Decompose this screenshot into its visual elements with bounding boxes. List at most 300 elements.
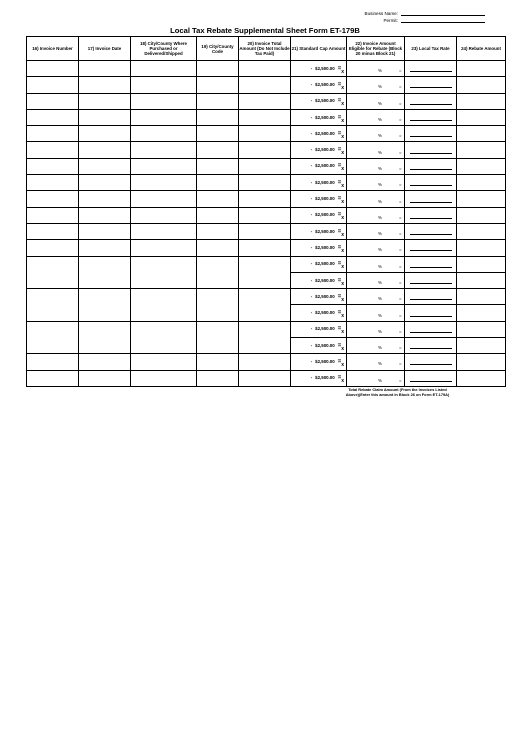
col-standard-cap: 21) Standard Cap Amount [291, 37, 347, 61]
table-row [27, 158, 506, 174]
city-county-code-cell[interactable] [197, 338, 239, 354]
invoice-total-cell[interactable] [239, 175, 291, 191]
eligible-amount-cell[interactable] [347, 95, 405, 111]
eligible-amount-cell[interactable] [347, 356, 405, 372]
eligible-amount-cell[interactable] [347, 111, 405, 127]
col-invoice-total: 20) Invoice Total Amount (Do Not Include Tax Paid) [239, 37, 291, 61]
percent-sign: % [378, 133, 382, 139]
local-tax-rate-cell[interactable] [405, 175, 457, 191]
eligible-amount-cell[interactable] [347, 291, 405, 307]
equals-sign: = [337, 228, 342, 235]
percent-sign: % [378, 247, 382, 253]
rebate-amount-cell[interactable] [457, 305, 506, 321]
result-equals-sign: = [399, 247, 402, 253]
business-name-label: Business Name: [364, 11, 398, 16]
standard-cap-cell [291, 126, 347, 142]
standard-cap-cell [291, 158, 347, 174]
percent-sign: % [378, 361, 382, 367]
invoice-total-cell[interactable] [239, 240, 291, 256]
equals-sign: = [337, 196, 342, 203]
rebate-amount-line[interactable] [410, 283, 452, 284]
local-tax-rate-cell[interactable] [405, 223, 457, 239]
result-equals-sign: = [399, 214, 402, 220]
invoice-number-cell[interactable] [27, 305, 79, 321]
local-tax-rate-cell[interactable] [405, 109, 457, 125]
permit-label: Permit: [383, 18, 398, 23]
invoice-date-cell[interactable] [79, 272, 131, 288]
minus-sign: - [310, 358, 313, 364]
times-sign: x [341, 117, 344, 124]
city-county-where-cell[interactable] [131, 126, 197, 142]
minus-sign: - [310, 293, 313, 299]
equals-sign: = [337, 163, 342, 170]
equals-sign: = [337, 375, 342, 382]
invoice-total-cell[interactable] [239, 321, 291, 337]
invoice-date-cell[interactable] [79, 191, 131, 207]
rebate-amount-line[interactable] [410, 153, 452, 154]
local-tax-rate-cell[interactable] [405, 354, 457, 370]
table-row [27, 305, 506, 321]
invoice-date-cell[interactable] [79, 289, 131, 305]
invoice-number-cell[interactable] [27, 223, 79, 239]
local-tax-rate-cell[interactable] [405, 207, 457, 223]
total-row [27, 370, 506, 386]
permit-field [350, 17, 485, 23]
cap-amount: $2,500.00 [315, 163, 335, 169]
cap-amount: $2,500.00 [315, 358, 335, 364]
city-county-where-cell[interactable] [131, 256, 197, 272]
invoice-total-cell[interactable] [239, 272, 291, 288]
city-county-where-cell[interactable] [131, 191, 197, 207]
table-row [27, 191, 506, 207]
city-county-code-cell[interactable] [197, 77, 239, 93]
standard-cap-cell [291, 93, 347, 109]
col-eligible-amount: 22) Invoice Amount Eligible for Rebate (Block 20 minus Block 21) [347, 37, 405, 61]
equals-sign: = [337, 261, 342, 268]
rebate-amount-cell[interactable] [457, 175, 506, 191]
rebate-amount-line[interactable] [410, 169, 452, 170]
eligible-amount-cell[interactable] [347, 209, 405, 225]
percent-sign: % [378, 84, 382, 90]
cap-amount: $2,500.00 [315, 261, 335, 267]
invoice-number-cell[interactable] [27, 338, 79, 354]
rebate-amount-line[interactable] [410, 250, 452, 251]
rebate-amount-line[interactable] [410, 185, 452, 186]
city-county-where-cell[interactable] [131, 61, 197, 77]
invoice-total-cell[interactable] [239, 223, 291, 239]
table-row [27, 256, 506, 272]
minus-sign: - [310, 277, 313, 283]
invoice-total-cell[interactable] [239, 158, 291, 174]
equals-sign: = [337, 277, 342, 284]
cap-amount: $2,500.00 [315, 310, 335, 316]
rebate-amount-line[interactable] [410, 202, 452, 203]
eligible-amount-cell[interactable] [347, 193, 405, 209]
invoice-number-cell[interactable] [27, 158, 79, 174]
table-row [27, 142, 506, 158]
cap-amount: $2,500.00 [315, 212, 335, 218]
city-county-where-cell[interactable] [131, 305, 197, 321]
local-tax-rate-cell[interactable] [405, 158, 457, 174]
times-sign: x [341, 247, 344, 254]
result-equals-sign: = [399, 149, 402, 155]
rebate-amount-line[interactable] [410, 120, 452, 121]
eligible-amount-cell[interactable] [347, 225, 405, 241]
cap-amount: $2,500.00 [315, 244, 335, 250]
rebate-amount-line[interactable] [410, 218, 452, 219]
invoice-total-cell[interactable] [239, 305, 291, 321]
rebate-amount-cell[interactable] [457, 223, 506, 239]
percent-sign: % [378, 117, 382, 123]
rebate-amount-line[interactable] [410, 316, 452, 317]
city-county-code-cell[interactable] [197, 207, 239, 223]
invoice-date-cell[interactable] [79, 61, 131, 77]
invoice-total-cell[interactable] [239, 77, 291, 93]
local-tax-rate-cell[interactable] [405, 321, 457, 337]
times-sign: x [341, 68, 344, 75]
invoice-total-cell[interactable] [239, 126, 291, 142]
equals-sign: = [337, 293, 342, 300]
local-tax-rate-cell[interactable] [405, 272, 457, 288]
eligible-amount-cell[interactable] [347, 307, 405, 323]
rebate-amount-line[interactable] [410, 381, 452, 382]
rebate-amount-cell[interactable] [457, 158, 506, 174]
invoice-total-cell[interactable] [239, 338, 291, 354]
col-rebate-amount: 24) Rebate Amount [457, 37, 506, 61]
permit-input[interactable] [401, 17, 485, 23]
invoice-total-cell[interactable] [239, 289, 291, 305]
city-county-where-cell[interactable] [131, 142, 197, 158]
standard-cap-cell [291, 256, 347, 272]
times-sign: x [341, 345, 344, 352]
minus-sign: - [310, 147, 313, 153]
form-title: Local Tax Rebate Supplemental Sheet Form ET-179B [170, 26, 360, 35]
city-county-code-cell[interactable] [197, 240, 239, 256]
times-sign: x [341, 150, 344, 157]
city-county-where-cell[interactable] [131, 207, 197, 223]
invoice-date-cell[interactable] [79, 370, 131, 386]
equals-sign: = [337, 65, 342, 72]
city-county-code-cell[interactable] [197, 256, 239, 272]
invoice-number-cell[interactable] [27, 175, 79, 191]
city-county-where-cell[interactable] [131, 175, 197, 191]
rebate-amount-line[interactable] [410, 299, 452, 300]
city-county-code-cell[interactable] [197, 305, 239, 321]
times-sign: x [341, 378, 344, 385]
rebate-amount-cell[interactable] [457, 289, 506, 305]
rebate-amount-cell[interactable] [457, 321, 506, 337]
city-county-where-cell[interactable] [131, 354, 197, 370]
invoice-date-cell[interactable] [79, 338, 131, 354]
rebate-amount-cell[interactable] [457, 240, 506, 256]
city-county-code-cell[interactable] [197, 175, 239, 191]
eligible-amount-cell[interactable] [347, 128, 405, 144]
city-county-code-cell[interactable] [197, 109, 239, 125]
result-equals-sign: = [399, 377, 402, 383]
cap-amount: $2,500.00 [315, 342, 335, 348]
result-equals-sign: = [399, 231, 402, 237]
percent-sign: % [378, 377, 382, 383]
result-equals-sign: = [399, 182, 402, 188]
local-tax-rate-cell[interactable] [405, 305, 457, 321]
col-local-tax-rate: 23) Local Tax Rate [405, 37, 457, 61]
city-county-code-cell[interactable] [197, 93, 239, 109]
rebate-amount-line[interactable] [410, 87, 452, 88]
table-row [27, 207, 506, 223]
business-name-field [350, 10, 485, 16]
invoice-total-cell[interactable] [239, 61, 291, 77]
eligible-amount-cell[interactable] [347, 177, 405, 193]
invoice-date-cell[interactable] [79, 77, 131, 93]
rebate-amount-cell[interactable] [457, 272, 506, 288]
cap-amount: $2,500.00 [315, 98, 335, 104]
invoice-date-cell[interactable] [79, 142, 131, 158]
result-equals-sign: = [399, 280, 402, 285]
local-tax-rate-cell[interactable] [405, 289, 457, 305]
invoice-total-cell[interactable] [239, 370, 291, 386]
times-sign: x [341, 280, 344, 287]
city-county-where-cell[interactable] [131, 223, 197, 239]
equals-sign: = [337, 244, 342, 251]
rebate-amount-cell[interactable] [457, 126, 506, 142]
city-county-where-cell[interactable] [131, 93, 197, 109]
rebate-amount-cell[interactable] [457, 61, 506, 77]
city-county-where-cell[interactable] [131, 272, 197, 288]
cap-amount: $2,500.00 [315, 81, 335, 87]
result-equals-sign: = [399, 165, 402, 171]
invoice-date-cell[interactable] [79, 354, 131, 370]
table-row [27, 61, 506, 77]
eligible-amount-cell[interactable] [347, 160, 405, 176]
cap-amount: $2,500.00 [315, 130, 335, 136]
percent-sign: % [378, 231, 382, 237]
rebate-amount-cell[interactable] [457, 370, 506, 386]
city-county-where-cell[interactable] [131, 77, 197, 93]
percent-sign: % [378, 345, 382, 351]
times-sign: x [341, 84, 344, 91]
rebate-amount-cell[interactable] [457, 109, 506, 125]
minus-sign: - [310, 375, 313, 381]
standard-cap-cell [291, 191, 347, 207]
standard-cap-cell [291, 354, 347, 370]
city-county-code-cell[interactable] [197, 272, 239, 288]
local-tax-rate-cell[interactable] [405, 191, 457, 207]
result-equals-sign: = [399, 68, 402, 74]
percent-sign: % [378, 296, 382, 302]
invoice-number-cell[interactable] [27, 272, 79, 288]
eligible-amount-cell[interactable] [347, 258, 405, 274]
invoice-number-cell[interactable] [27, 321, 79, 337]
standard-cap-cell [291, 207, 347, 223]
result-equals-sign: = [399, 198, 402, 204]
percent-sign: % [378, 214, 382, 220]
local-tax-rate-cell[interactable] [405, 142, 457, 158]
rebate-amount-cell[interactable] [457, 77, 506, 93]
standard-cap-cell [291, 370, 347, 386]
rebate-amount-cell[interactable] [457, 338, 506, 354]
times-sign: x [341, 329, 344, 336]
header-row [27, 37, 506, 61]
city-county-where-cell[interactable] [131, 338, 197, 354]
local-tax-rate-cell[interactable] [405, 126, 457, 142]
invoice-date-cell[interactable] [79, 305, 131, 321]
city-county-where-cell[interactable] [131, 158, 197, 174]
invoice-date-cell[interactable] [79, 126, 131, 142]
rebate-amount-line[interactable] [410, 348, 452, 349]
invoice-number-cell[interactable] [27, 93, 79, 109]
invoice-date-cell[interactable] [79, 175, 131, 191]
rebate-amount-cell[interactable] [457, 191, 506, 207]
table-row [27, 240, 506, 256]
rebate-amount-line[interactable] [410, 234, 452, 235]
minus-sign: - [310, 261, 313, 267]
invoice-number-cell[interactable] [27, 109, 79, 125]
invoice-date-cell[interactable] [79, 93, 131, 109]
rebate-amount-line[interactable] [410, 332, 452, 333]
rebate-amount-line[interactable] [410, 267, 452, 268]
rebate-amount-cell[interactable] [457, 207, 506, 223]
standard-cap-cell [291, 338, 347, 354]
minus-sign: - [310, 130, 313, 136]
invoice-number-cell[interactable] [27, 126, 79, 142]
eligible-amount-cell[interactable] [347, 242, 405, 258]
city-county-code-cell[interactable] [197, 321, 239, 337]
cap-amount: $2,500.00 [315, 179, 335, 185]
invoice-number-cell[interactable] [27, 370, 79, 386]
city-county-code-cell[interactable] [197, 158, 239, 174]
times-sign: x [341, 133, 344, 140]
rebate-table [26, 36, 506, 387]
invoice-total-cell[interactable] [239, 191, 291, 207]
city-county-code-cell[interactable] [197, 61, 239, 77]
standard-cap-cell [291, 223, 347, 239]
standard-cap-cell [291, 321, 347, 337]
times-sign: x [341, 231, 344, 238]
table-row [27, 321, 506, 337]
equals-sign: = [337, 81, 342, 88]
city-county-where-cell[interactable] [131, 240, 197, 256]
local-tax-rate-cell[interactable] [405, 370, 457, 386]
invoice-number-cell[interactable] [27, 142, 79, 158]
invoice-date-cell[interactable] [79, 207, 131, 223]
rebate-amount-cell[interactable] [457, 256, 506, 272]
invoice-number-cell[interactable] [27, 354, 79, 370]
standard-cap-cell [291, 142, 347, 158]
col-city-county-code: 19) City/County Code [197, 37, 239, 61]
city-county-code-cell[interactable] [197, 289, 239, 305]
rebate-amount-line[interactable] [410, 71, 452, 72]
invoice-number-cell[interactable] [27, 240, 79, 256]
eligible-amount-cell[interactable] [347, 79, 405, 95]
eligible-amount-cell[interactable] [347, 340, 405, 356]
invoice-total-cell[interactable] [239, 207, 291, 223]
local-tax-rate-cell[interactable] [405, 338, 457, 354]
standard-cap-cell [291, 109, 347, 125]
city-county-code-cell[interactable] [197, 370, 239, 386]
percent-sign: % [378, 165, 382, 171]
minus-sign: - [310, 342, 313, 348]
rebate-amount-line[interactable] [410, 136, 452, 137]
rebate-amount-line[interactable] [410, 104, 452, 105]
invoice-total-cell[interactable] [239, 354, 291, 370]
eligible-amount-cell[interactable] [347, 274, 405, 290]
city-county-code-cell[interactable] [197, 142, 239, 158]
invoice-number-cell[interactable] [27, 77, 79, 93]
city-county-where-cell[interactable] [131, 109, 197, 125]
result-equals-sign: = [399, 100, 402, 106]
cap-amount: $2,500.00 [315, 147, 335, 153]
eligible-amount-cell[interactable] [347, 144, 405, 160]
invoice-date-cell[interactable] [79, 109, 131, 125]
minus-sign: - [310, 196, 313, 202]
times-sign: x [341, 361, 344, 368]
invoice-date-cell[interactable] [79, 223, 131, 239]
city-county-code-cell[interactable] [197, 354, 239, 370]
local-tax-rate-cell[interactable] [405, 93, 457, 109]
col-invoice-date: 17) Invoice Date [79, 37, 131, 61]
equals-sign: = [337, 98, 342, 105]
city-county-where-cell[interactable] [131, 321, 197, 337]
invoice-number-cell[interactable] [27, 289, 79, 305]
invoice-number-cell[interactable] [27, 207, 79, 223]
percent-sign: % [378, 198, 382, 204]
percent-sign: % [378, 100, 382, 106]
city-county-code-cell[interactable] [197, 223, 239, 239]
cap-amount: $2,500.00 [315, 293, 335, 299]
business-name-input[interactable] [401, 10, 485, 16]
invoice-date-cell[interactable] [79, 321, 131, 337]
minus-sign: - [310, 212, 313, 218]
result-equals-sign: = [399, 296, 402, 302]
rebate-amount-cell[interactable] [457, 93, 506, 109]
city-county-code-cell[interactable] [197, 126, 239, 142]
invoice-total-cell[interactable] [239, 142, 291, 158]
standard-cap-cell [291, 61, 347, 77]
standard-cap-cell [291, 272, 347, 288]
eligible-amount-cell[interactable] [347, 372, 405, 388]
standard-cap-cell [291, 77, 347, 93]
invoice-total-cell[interactable] [239, 256, 291, 272]
invoice-total-cell[interactable] [239, 93, 291, 109]
invoice-date-cell[interactable] [79, 240, 131, 256]
city-county-code-cell[interactable] [197, 191, 239, 207]
local-tax-rate-cell[interactable] [405, 77, 457, 93]
table-row [27, 93, 506, 109]
invoice-date-cell[interactable] [79, 256, 131, 272]
percent-sign: % [378, 68, 382, 74]
result-equals-sign: = [399, 312, 402, 318]
equals-sign: = [337, 326, 342, 333]
invoice-number-cell[interactable] [27, 191, 79, 207]
invoice-number-cell[interactable] [27, 61, 79, 77]
local-tax-rate-cell[interactable] [405, 256, 457, 272]
rebate-amount-line[interactable] [410, 364, 452, 365]
local-tax-rate-cell[interactable] [405, 240, 457, 256]
invoice-total-cell[interactable] [239, 109, 291, 125]
invoice-number-cell[interactable] [27, 256, 79, 272]
city-county-where-cell[interactable] [131, 289, 197, 305]
rebate-amount-cell[interactable] [457, 354, 506, 370]
rebate-amount-cell[interactable] [457, 142, 506, 158]
col-invoice-number: 16) Invoice Number [27, 37, 79, 61]
city-county-where-cell[interactable] [131, 370, 197, 386]
local-tax-rate-cell[interactable] [405, 61, 457, 77]
eligible-amount-cell[interactable] [347, 63, 405, 79]
equals-sign: = [337, 342, 342, 349]
eligible-amount-cell[interactable] [347, 323, 405, 339]
invoice-date-cell[interactable] [79, 158, 131, 174]
minus-sign: - [310, 310, 313, 316]
